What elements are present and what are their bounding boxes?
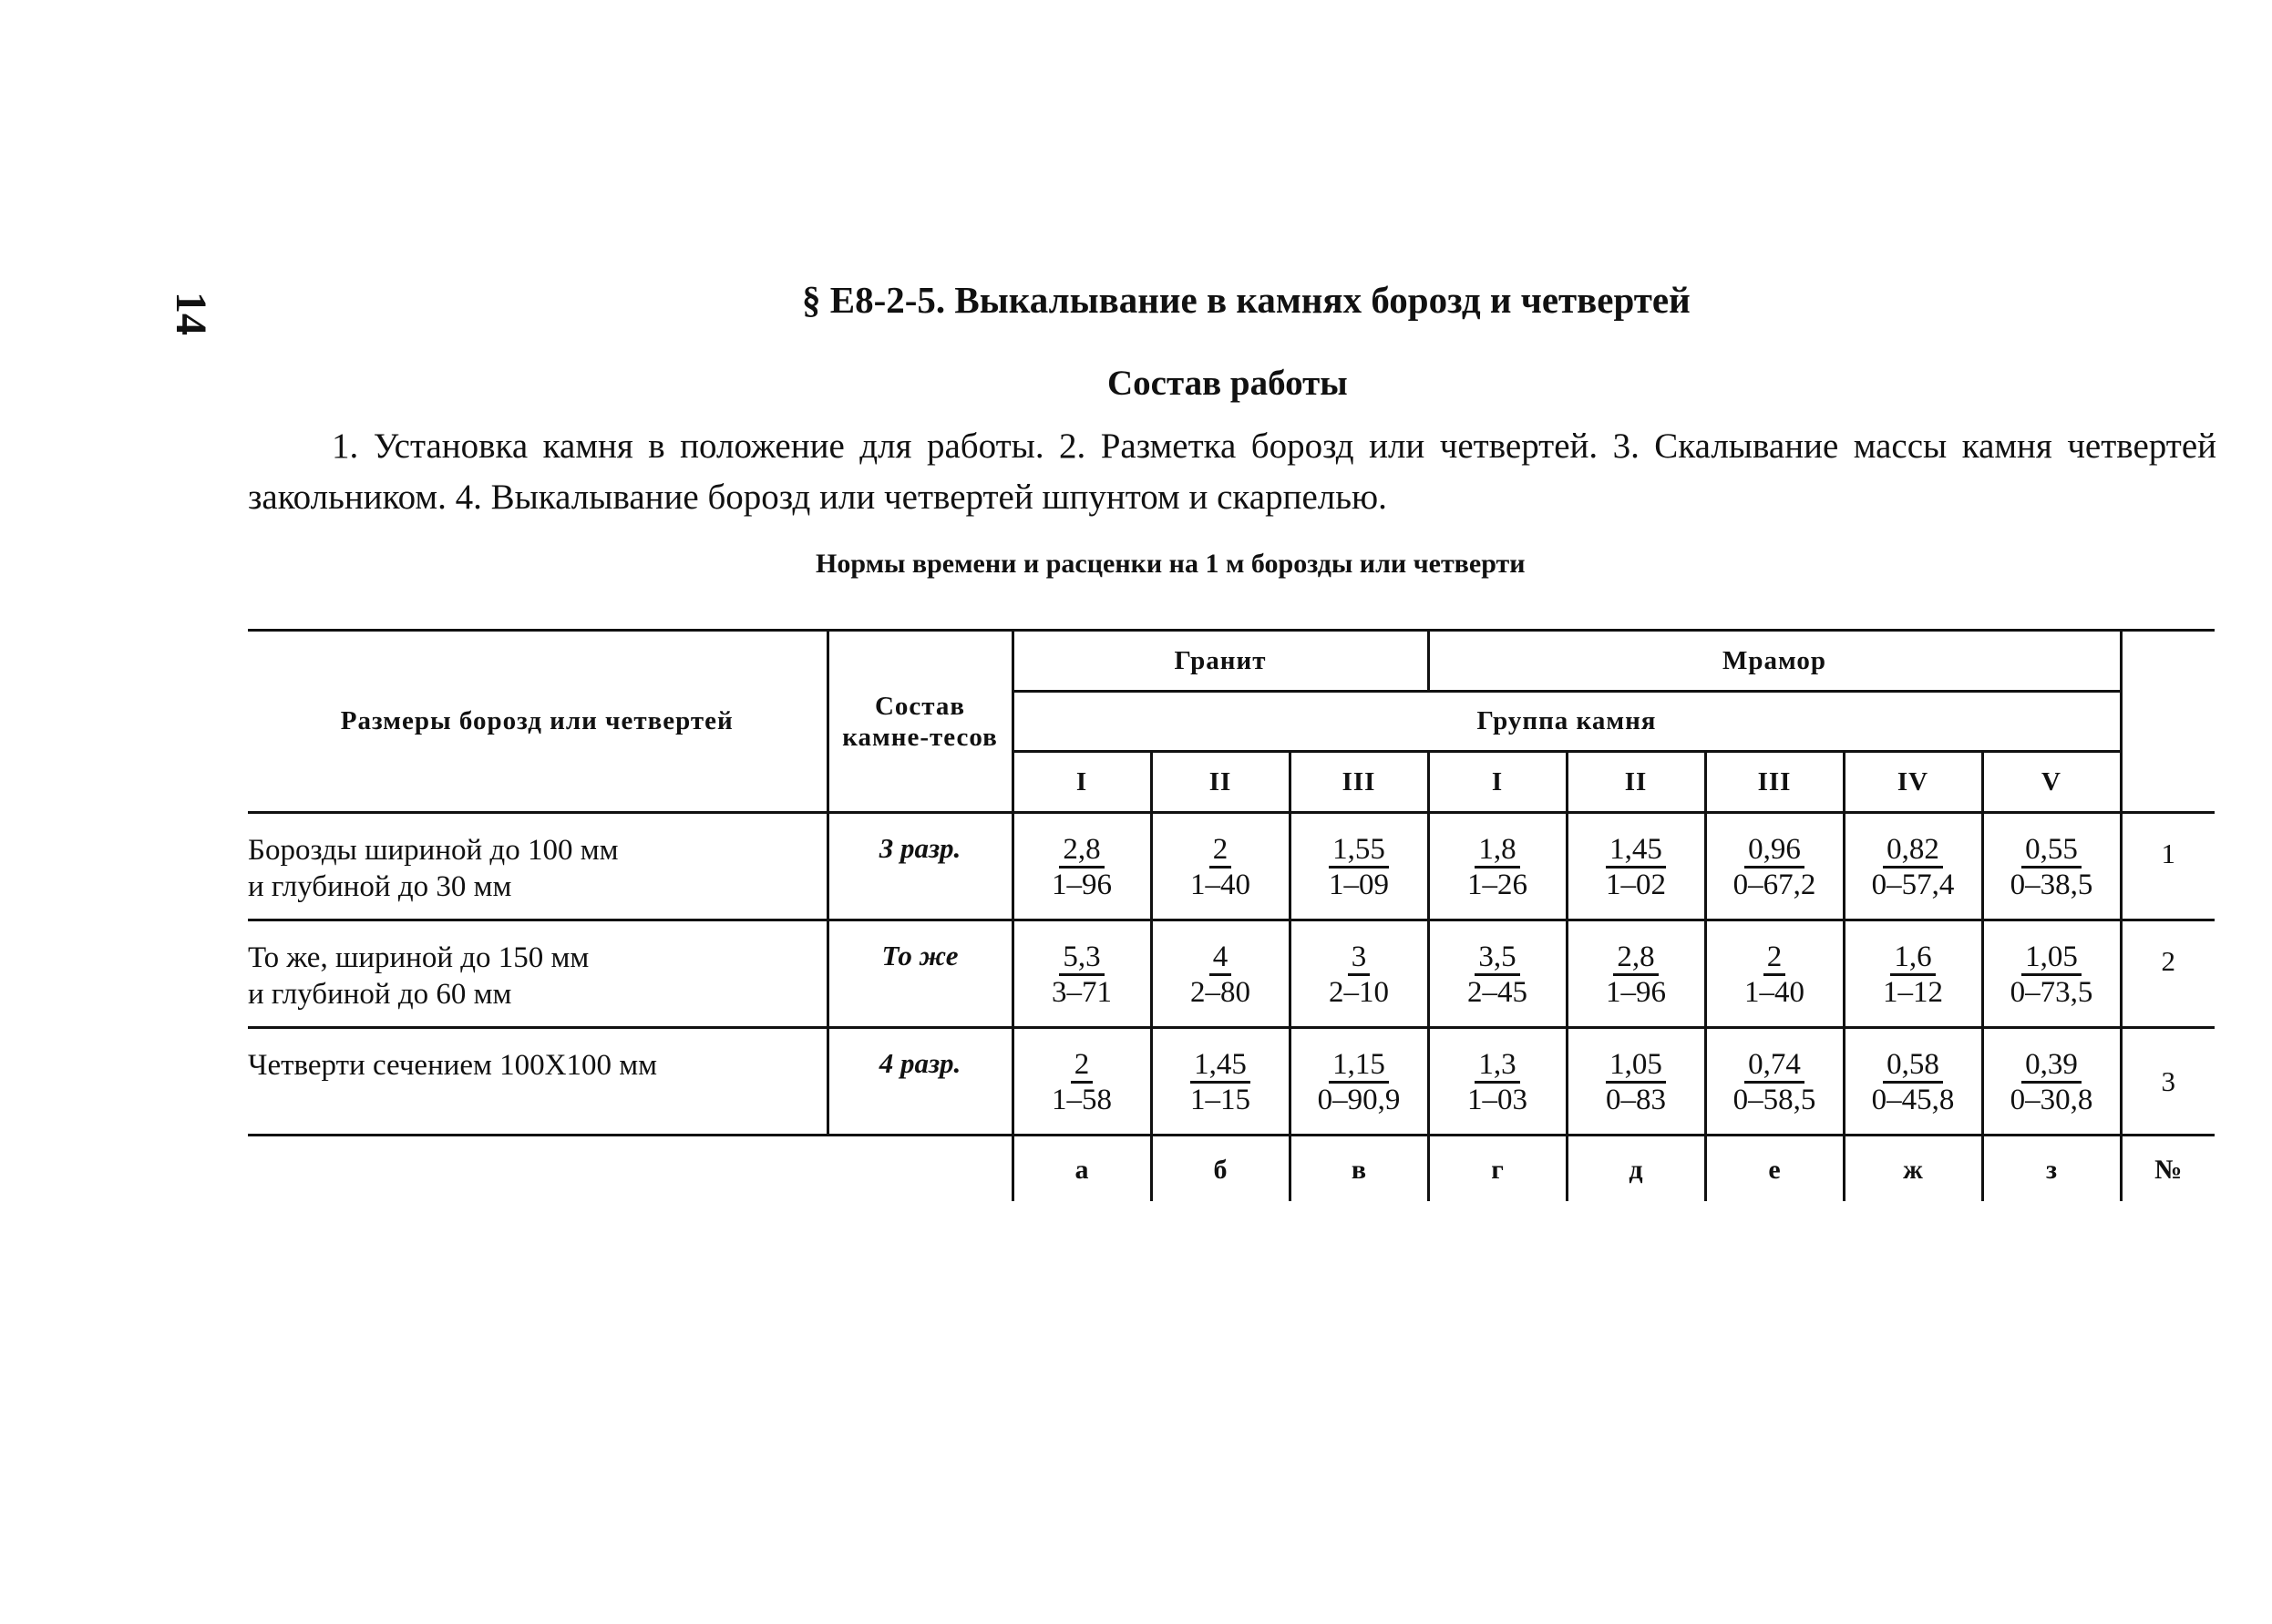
norm-rate: 1–40	[1744, 975, 1804, 1009]
column-letter: г	[1428, 1136, 1567, 1201]
norm-cell	[1290, 1028, 1428, 1136]
group-cell: III	[1290, 752, 1428, 813]
row-number: 2	[2121, 920, 2215, 1028]
work-composition-heading: Состав работы	[1107, 364, 1348, 403]
header-marble: Мрамор	[1428, 631, 2121, 692]
norm-time: 4	[1209, 940, 1232, 976]
norm-cell	[1982, 1028, 2121, 1136]
column-letter: ж	[1844, 1136, 1982, 1201]
norms-table	[248, 629, 2215, 1201]
blank-cell	[248, 1136, 828, 1201]
norm-time: 0,55	[2021, 833, 2082, 869]
norm-time: 1,6	[1890, 940, 1935, 976]
header-group: Группа камня	[1013, 692, 2121, 752]
header-size: Размеры борозд или четвертей	[248, 631, 828, 813]
norm-cell	[1428, 920, 1567, 1028]
norm-rate: 2–10	[1329, 975, 1389, 1009]
norm-time: 0,96	[1744, 833, 1804, 869]
row-label	[248, 813, 828, 920]
norm-time: 1,55	[1329, 833, 1389, 869]
header-number-blank	[2121, 631, 2215, 813]
norm-time: 1,3	[1475, 1048, 1519, 1084]
norm-time: 0,82	[1883, 833, 1943, 869]
norm-time: 3	[1348, 940, 1371, 976]
group-cell: V	[1982, 752, 2121, 813]
group-cell: I	[1013, 752, 1151, 813]
table-row	[248, 920, 2215, 1028]
group-cell: II	[1151, 752, 1290, 813]
norm-rate: 0–90,9	[1317, 1083, 1401, 1116]
column-letter: з	[1982, 1136, 2121, 1201]
norm-rate: 1–96	[1052, 868, 1112, 901]
norm-cell	[1013, 920, 1151, 1028]
norm-rate: 0–38,5	[2010, 868, 2093, 901]
norm-rate: 1–96	[1606, 975, 1666, 1009]
norm-time: 1,45	[1606, 833, 1666, 869]
norm-rate: 1–58	[1052, 1083, 1112, 1116]
norm-cell	[1982, 813, 2121, 920]
norm-rate: 1–09	[1329, 868, 1389, 901]
norm-cell	[1844, 920, 1982, 1028]
norm-rate: 0–73,5	[2010, 975, 2093, 1009]
norm-time: 2,8	[1059, 833, 1104, 869]
page-number: 14	[167, 292, 215, 335]
norm-time: 2,8	[1613, 940, 1658, 976]
norm-time: 1,05	[2021, 940, 2082, 976]
norm-time: 0,39	[2021, 1048, 2082, 1084]
norm-cell	[1844, 813, 1982, 920]
row-label-line: Борозды шириной до 100 мм	[248, 834, 619, 867]
column-letter: а	[1013, 1136, 1151, 1201]
section-title: § Е8-2-5. Выкалывание в камнях борозд и четвертей	[802, 279, 1691, 321]
crew-qualification: 3 разр.	[828, 813, 1013, 920]
group-cell: III	[1705, 752, 1844, 813]
group-cell: II	[1567, 752, 1705, 813]
norm-rate: 1–40	[1190, 868, 1250, 901]
crew-qualification: 4 разр.	[828, 1028, 1013, 1136]
norm-rate: 0–57,4	[1871, 868, 1955, 901]
group-cell: IV	[1844, 752, 1982, 813]
norm-rate: 0–45,8	[1871, 1083, 1955, 1116]
norm-rate: 3–71	[1052, 975, 1112, 1009]
row-label	[248, 1028, 828, 1136]
norm-time: 0,58	[1883, 1048, 1943, 1084]
header-crew: Состав камне-тесов	[828, 631, 1013, 813]
table-row	[248, 1028, 2215, 1136]
norm-cell	[1013, 813, 1151, 920]
norm-time: 0,74	[1744, 1048, 1804, 1084]
norm-cell	[1567, 813, 1705, 920]
norm-cell	[1705, 1028, 1844, 1136]
norm-cell	[1151, 1028, 1290, 1136]
norm-time: 2	[1209, 833, 1232, 869]
norm-cell	[1844, 1028, 1982, 1136]
row-label-line: То же, шириной до 150 мм	[248, 941, 590, 974]
norm-cell	[1567, 1028, 1705, 1136]
norm-time: 2	[1763, 940, 1786, 976]
norm-time: 1,45	[1190, 1048, 1250, 1084]
header-granite: Гранит	[1013, 631, 1428, 692]
norm-rate: 1–12	[1883, 975, 1943, 1009]
norm-cell	[1428, 1028, 1567, 1136]
column-letter: в	[1290, 1136, 1428, 1201]
norm-time: 1,8	[1475, 833, 1519, 869]
table-row	[248, 813, 2215, 920]
number-sign: №	[2154, 1155, 2183, 1185]
norm-rate: 1–02	[1606, 868, 1666, 901]
row-label-line: Четверти сечением 100Х100 мм	[248, 1049, 658, 1082]
row-label-line: и глубиной до 30 мм	[248, 870, 512, 903]
norm-rate: 0–83	[1606, 1083, 1666, 1116]
column-letter: б	[1151, 1136, 1290, 1201]
norm-time: 2	[1071, 1048, 1094, 1084]
norm-cell	[1290, 920, 1428, 1028]
norm-cell	[1428, 813, 1567, 920]
norm-time: 1,15	[1329, 1048, 1389, 1084]
norm-cell	[1151, 920, 1290, 1028]
group-cell: I	[1428, 752, 1567, 813]
norm-rate: 0–30,8	[2010, 1083, 2093, 1116]
row-label-line: и глубиной до 60 мм	[248, 978, 512, 1011]
work-composition-text: 1. Установка камня в положение для работы. 2. Разметка борозд или четвертей. 3. Скалывание массы камня четвертей закольником. 4. Выкалывание борозд или четвертей шпунтом и скарпелью.	[248, 427, 2216, 517]
norm-rate: 0–58,5	[1732, 1083, 1816, 1116]
row-number: 3	[2121, 1028, 2215, 1136]
row-label	[248, 920, 828, 1028]
column-letter: е	[1705, 1136, 1844, 1201]
norm-rate: 0–67,2	[1732, 868, 1816, 901]
header-row-material	[248, 631, 2215, 692]
norm-rate: 1–15	[1190, 1083, 1250, 1116]
norm-cell	[1013, 1028, 1151, 1136]
norm-cell	[1151, 813, 1290, 920]
norm-rate: 1–26	[1467, 868, 1527, 901]
norm-cell	[1982, 920, 2121, 1028]
table-caption: Нормы времени и расценки на 1 м борозды или четверти	[816, 549, 1526, 579]
norm-time: 5,3	[1059, 940, 1104, 976]
norm-time: 3,5	[1475, 940, 1519, 976]
norm-cell	[1567, 920, 1705, 1028]
row-number: 1	[2121, 813, 2215, 920]
norm-rate: 1–03	[1467, 1083, 1527, 1116]
norm-rate: 2–80	[1190, 975, 1250, 1009]
norm-time: 1,05	[1606, 1048, 1666, 1084]
column-letter: д	[1567, 1136, 1705, 1201]
blank-cell	[828, 1136, 1013, 1201]
crew-qualification: То же	[828, 920, 1013, 1028]
norm-cell	[1705, 813, 1844, 920]
column-letter-row	[248, 1136, 2215, 1201]
norm-rate: 2–45	[1467, 975, 1527, 1009]
norm-cell	[1290, 813, 1428, 920]
norm-cell	[1705, 920, 1844, 1028]
